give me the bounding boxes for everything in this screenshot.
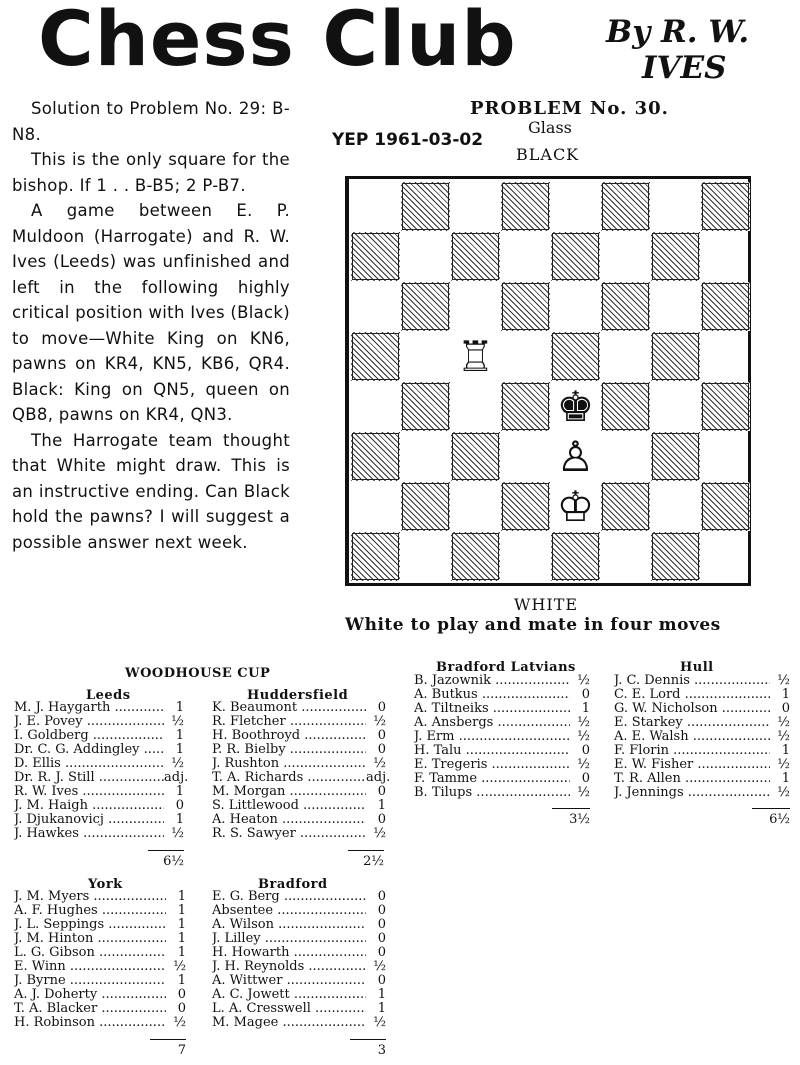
result-row [212, 1002, 386, 1016]
player-name: M. Magee ..... [212, 1016, 366, 1030]
result-row [212, 960, 386, 974]
player-score: 1 [177, 889, 186, 904]
player-score: ½ [777, 715, 790, 730]
player-name: J. E. Povey ..... [14, 715, 164, 729]
result-row [14, 988, 186, 1002]
result-row [212, 799, 386, 813]
team-bradford [212, 890, 386, 1030]
byline [606, 14, 776, 86]
player-name: J. Lilley ..... [212, 932, 366, 946]
player-score: 1 [177, 931, 186, 946]
player-name: A. C. Jowett ..... [212, 988, 366, 1002]
board-square [601, 532, 650, 581]
result-row [212, 715, 386, 729]
player-name: L. G. Gibson ..... [14, 946, 166, 960]
player-score: 0 [177, 1001, 186, 1016]
team-heading-bradford: Bradford [258, 877, 328, 892]
player-score: 1 [175, 728, 184, 743]
player-name: M. Morgan ..... [212, 785, 366, 799]
result-row [414, 688, 590, 702]
team-hull [614, 674, 790, 800]
player-score: ½ [577, 715, 590, 730]
player-score: 1 [781, 771, 790, 786]
result-row [212, 890, 386, 904]
game-paragraph: A game between E. P. Muldoon (Harrogate) and R. W. Ives (Leeds) was unfinished and left in the following highly critical position with Ives (Black) to move—White King on KN6, pawns on KR4, KN5, KB6, QR4. Black: King on QN5, queen on QB8, pawns on KR4, QN3. [12, 201, 290, 424]
result-row [212, 770, 391, 785]
result-row [414, 730, 590, 744]
byline-line-1: By R. W. [606, 14, 750, 50]
board-square [351, 232, 400, 281]
result-row [414, 772, 590, 786]
player-score: 1 [377, 987, 386, 1002]
player-name: J. M. Myers ..... [14, 890, 166, 904]
player-score: ½ [577, 673, 590, 688]
player-score: 0 [377, 973, 386, 988]
result-row [614, 744, 790, 758]
player-name: H. Talu ..... [414, 744, 570, 758]
board-square [551, 182, 600, 231]
board-square [651, 432, 700, 481]
board-square [701, 482, 750, 531]
player-score: 0 [581, 771, 590, 786]
result-row [14, 785, 184, 799]
result-row [212, 785, 386, 799]
result-row [212, 1016, 386, 1030]
player-name: T. A. Richards ..... [212, 771, 366, 785]
player-score: ½ [373, 714, 386, 729]
team-heading-huddersfield: Huddersfield [247, 688, 349, 703]
board-square [451, 232, 500, 281]
player-name: P. R. Bielby ..... [212, 743, 366, 757]
board-square [601, 482, 650, 531]
board-square [701, 182, 750, 231]
board-square [351, 482, 400, 531]
result-row [614, 674, 790, 688]
player-score: ½ [577, 729, 590, 744]
player-name: J. Jennings ..... [614, 786, 770, 800]
result-row [212, 813, 386, 827]
board-square [501, 382, 550, 431]
result-row [14, 757, 184, 771]
player-score: adj. [366, 770, 391, 785]
player-name: E. G. Berg ..... [212, 890, 366, 904]
player-score: ½ [777, 673, 790, 688]
player-name: R. W. Ives ..... [14, 785, 164, 799]
player-score: ½ [373, 756, 386, 771]
player-name: A. F. Hughes ..... [14, 904, 166, 918]
player-name: A. Wittwer ..... [212, 974, 366, 988]
player-score: 0 [377, 945, 386, 960]
result-row [212, 932, 386, 946]
result-row [14, 1016, 186, 1030]
result-row [212, 827, 386, 841]
board-square [351, 282, 400, 331]
result-row [614, 786, 790, 800]
player-name: D. Ellis ..... [14, 757, 164, 771]
player-name: K. Beaumont ..... [212, 701, 366, 715]
player-name: J. C. Dennis ..... [614, 674, 770, 688]
player-score: 0 [377, 784, 386, 799]
team-heading-latvians: Bradford Latvians [436, 660, 576, 675]
problem-title: PROBLEM No. 30. [470, 98, 669, 119]
player-name: A. Tiltneiks ..... [414, 702, 570, 716]
player-score: 0 [377, 700, 386, 715]
player-name: J. Byrne ..... [14, 974, 166, 988]
board-square [351, 332, 400, 381]
white-label: WHITE [514, 595, 579, 614]
player-name: E. Winn ..... [14, 960, 166, 974]
player-name: A. Heaton ..... [212, 813, 366, 827]
result-row [212, 918, 386, 932]
player-name: E. Tregeris ..... [414, 758, 570, 772]
player-score: ½ [777, 785, 790, 800]
board-square [701, 532, 750, 581]
result-row [14, 770, 189, 785]
white-rook-piece: ♖ [451, 332, 500, 381]
player-name: J. Djukanovicj ..... [14, 813, 164, 827]
player-name: J. Rushton ..... [212, 757, 366, 771]
result-row [14, 827, 184, 841]
board-square [601, 182, 650, 231]
result-row [212, 974, 386, 988]
player-name: R. S. Sawyer ..... [212, 827, 366, 841]
player-score: ½ [173, 1015, 186, 1030]
total-bradford: 3 [350, 1039, 386, 1058]
result-row [14, 960, 186, 974]
white-pawn-piece: ♙ [551, 432, 600, 481]
bishop-paragraph: This is the only square for the bishop. If 1 . . B-B5; 2 P-B7. [12, 150, 290, 195]
result-row [14, 701, 184, 715]
result-row [614, 730, 790, 744]
board-square [551, 532, 600, 581]
result-row [414, 744, 590, 758]
result-row [14, 918, 186, 932]
player-score: ½ [577, 785, 590, 800]
board-square [501, 432, 550, 481]
result-row [414, 786, 590, 800]
player-score: 1 [175, 812, 184, 827]
board-square [551, 232, 600, 281]
board-square [351, 432, 400, 481]
player-score: 0 [377, 742, 386, 757]
player-name: J. M. Haigh ..... [14, 799, 164, 813]
player-name: Dr. R. J. Still ..... [14, 771, 164, 785]
result-row [614, 716, 790, 730]
player-name: L. A. Cresswell ..... [212, 1002, 366, 1016]
total-huddersfield: 2½ [348, 850, 384, 869]
player-name: A. J. Doherty ..... [14, 988, 166, 1002]
board-square [551, 282, 600, 331]
result-row [614, 688, 790, 702]
board-square [651, 232, 700, 281]
board-square [501, 332, 550, 381]
player-name: I. Goldberg ..... [14, 729, 164, 743]
board-square [401, 532, 450, 581]
board-square [701, 232, 750, 281]
player-score: 0 [177, 987, 186, 1002]
byline-line-2: IVES [642, 50, 727, 86]
team-huddersfield [212, 700, 391, 841]
white-king-piece: ♔ [551, 482, 600, 531]
board-square [401, 382, 450, 431]
player-name: G. W. Nicholson ..... [614, 702, 770, 716]
player-score: 1 [581, 701, 590, 716]
board-square [501, 532, 550, 581]
board-square [601, 432, 650, 481]
board-square [551, 332, 600, 381]
player-name: H. Howarth ..... [212, 946, 366, 960]
player-score: 1 [177, 903, 186, 918]
player-score: 0 [175, 798, 184, 813]
total-leeds: 6½ [148, 850, 184, 869]
player-score: 1 [781, 743, 790, 758]
result-row [212, 988, 386, 1002]
board-square [401, 282, 450, 331]
player-name: T. A. Blacker ..... [14, 1002, 166, 1016]
board-square [501, 182, 550, 231]
result-row [212, 904, 386, 918]
board-square [451, 482, 500, 531]
player-score: 0 [377, 812, 386, 827]
result-row [14, 890, 186, 904]
total-latvians: 3½ [552, 808, 590, 827]
result-row [212, 757, 386, 771]
player-score: 0 [581, 743, 590, 758]
player-score: 0 [377, 889, 386, 904]
result-row [14, 904, 186, 918]
player-name: A. Ansbergs ..... [414, 716, 570, 730]
player-name: E. W. Fisher ..... [614, 758, 770, 772]
result-row [614, 758, 790, 772]
player-score: 1 [377, 1001, 386, 1016]
player-name: T. R. Allen ..... [614, 772, 770, 786]
result-row [212, 946, 386, 960]
player-score: ½ [777, 729, 790, 744]
player-name: A. Wilson ..... [212, 918, 366, 932]
result-row [212, 729, 386, 743]
board-square [601, 382, 650, 431]
player-name: A. E. Walsh ..... [614, 730, 770, 744]
board-square [401, 182, 450, 231]
result-row [212, 701, 386, 715]
board-square [651, 182, 700, 231]
problem-caption: White to play and mate in four moves [345, 615, 721, 635]
board-square [601, 332, 650, 381]
player-name: J. H. Reynolds ..... [212, 960, 366, 974]
total-york: 7 [150, 1039, 186, 1058]
result-row [614, 772, 790, 786]
player-score: adj. [164, 770, 189, 785]
result-row [414, 674, 590, 688]
board-square [501, 482, 550, 531]
player-name: J. L. Seppings ..... [14, 918, 166, 932]
player-score: 0 [377, 728, 386, 743]
total-hull: 6½ [752, 808, 790, 827]
player-score: 1 [377, 798, 386, 813]
board-square [701, 382, 750, 431]
player-score: 1 [175, 700, 184, 715]
player-score: ½ [373, 826, 386, 841]
team-york [14, 890, 186, 1030]
team-heading-leeds: Leeds [86, 688, 131, 703]
result-row [14, 729, 184, 743]
result-row [14, 946, 186, 960]
player-name: J. M. Hinton ..... [14, 932, 166, 946]
board-square [701, 332, 750, 381]
player-score: ½ [373, 1015, 386, 1030]
result-row [614, 702, 790, 716]
player-name: M. J. Haygarth ..... [14, 701, 164, 715]
result-row [414, 758, 590, 772]
board-square [451, 432, 500, 481]
player-score: 1 [177, 945, 186, 960]
team-heading-hull: Hull [680, 660, 714, 675]
board-square [601, 282, 650, 331]
board-square [501, 282, 550, 331]
result-row [14, 813, 184, 827]
result-row [14, 743, 184, 757]
board-square [451, 532, 500, 581]
player-name: H. Boothroyd ..... [212, 729, 366, 743]
player-score: ½ [171, 756, 184, 771]
board-square [401, 332, 450, 381]
player-score: 0 [377, 931, 386, 946]
player-name: Absentee ..... [212, 904, 366, 918]
board-square [401, 482, 450, 531]
board-square [501, 232, 550, 281]
player-name: Dr. C. G. Addingley ..... [14, 743, 164, 757]
result-row [14, 799, 184, 813]
black-king-piece: ♚ [551, 382, 600, 431]
player-score: 0 [377, 917, 386, 932]
masthead-title: Chess Club [38, 0, 517, 83]
player-score: 1 [177, 917, 186, 932]
result-row [212, 743, 386, 757]
player-name: F. Florin ..... [614, 744, 770, 758]
board-square [651, 482, 700, 531]
board-square [401, 232, 450, 281]
board-square [701, 282, 750, 331]
result-row [414, 702, 590, 716]
player-score: 1 [781, 687, 790, 702]
board-square [451, 282, 500, 331]
player-name: A. Butkus ..... [414, 688, 570, 702]
player-score: ½ [577, 757, 590, 772]
board-square [351, 382, 400, 431]
player-name: B. Tilups ..... [414, 786, 570, 800]
result-row [14, 932, 186, 946]
player-score: ½ [373, 959, 386, 974]
team-leeds [14, 700, 189, 841]
player-score: 0 [781, 701, 790, 716]
player-score: ½ [173, 959, 186, 974]
player-name: S. Littlewood ..... [212, 799, 366, 813]
board-square [351, 182, 400, 231]
board-square [601, 232, 650, 281]
board-square [651, 532, 700, 581]
board-square [351, 532, 400, 581]
problem-author: Glass [528, 118, 572, 137]
board-square [451, 182, 500, 231]
player-score: 0 [377, 903, 386, 918]
column-prose [12, 96, 290, 555]
player-score: ½ [777, 757, 790, 772]
harrogate-paragraph: The Harrogate team thought that White might draw. This is an instructive ending. Can Black hold the pawns? I will suggest a possible answer next week. [12, 430, 290, 552]
player-name: F. Tamme ..... [414, 772, 570, 786]
team-latvians [414, 674, 590, 800]
player-name: H. Robinson ..... [14, 1016, 166, 1030]
result-row [14, 1002, 186, 1016]
player-score: 1 [175, 784, 184, 799]
player-name: J. Erm ..... [414, 730, 570, 744]
player-name: E. Starkey ..... [614, 716, 770, 730]
team-heading-york: York [88, 877, 123, 892]
result-row [14, 974, 186, 988]
player-score: 1 [175, 742, 184, 757]
board-square [401, 432, 450, 481]
result-row [14, 715, 184, 729]
player-name: B. Jazownik ..... [414, 674, 570, 688]
cup-title: WOODHOUSE CUP [125, 666, 271, 681]
chess-board [345, 176, 751, 586]
black-label: BLACK [516, 145, 580, 164]
result-row [414, 716, 590, 730]
board-square [701, 432, 750, 481]
board-square [651, 332, 700, 381]
player-score: 0 [581, 687, 590, 702]
player-score: 1 [177, 973, 186, 988]
player-name: C. E. Lord ..... [614, 688, 770, 702]
player-name: J. Hawkes ..... [14, 827, 164, 841]
board-square [451, 382, 500, 431]
player-name: R. Fletcher ..... [212, 715, 366, 729]
player-score: ½ [171, 826, 184, 841]
board-square [651, 382, 700, 431]
board-square [651, 282, 700, 331]
player-score: ½ [171, 714, 184, 729]
solution-paragraph: Solution to Problem No. 29: B-N8. [12, 99, 290, 144]
problem-date: YEP 1961-03-02 [332, 130, 484, 150]
